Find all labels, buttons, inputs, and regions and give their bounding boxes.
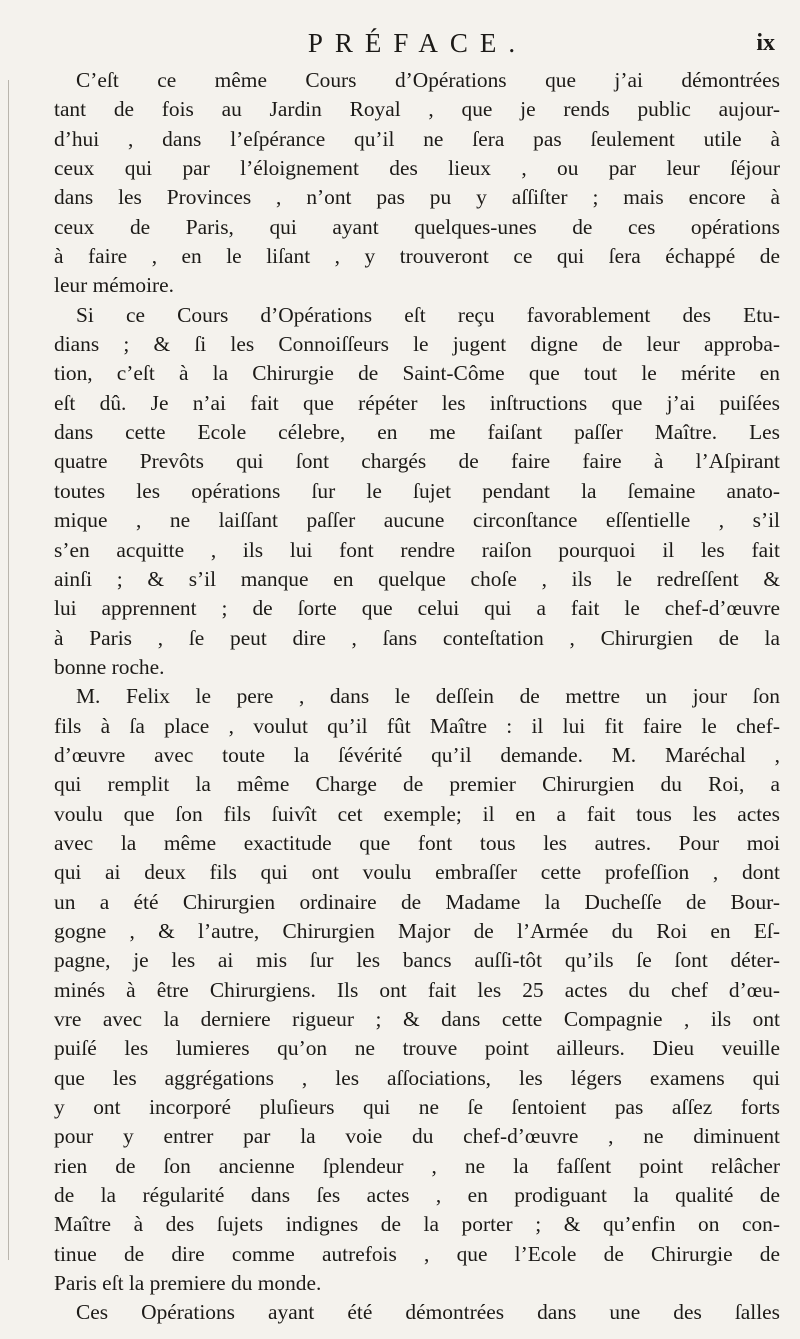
text-line: qui remplit la même Charge de premier Chirurgien du Roi, a [54, 772, 780, 797]
text-line: vre avec la derniere rigueur ; & dans cette Compagnie , ils ont [54, 1007, 780, 1031]
text-line: Paris eſt la premiere du monde. [54, 1271, 322, 1296]
text-line: tinue de dire comme autrefois , que l’Ecole de Chirurgie de [54, 1241, 780, 1266]
text-line: ceux de Paris, qui ayant quelques-unes de ces opérations [54, 214, 780, 239]
text-line: rien de ſon ancienne ſplendeur , ne la faſſent point relâcher [54, 1153, 780, 1178]
text-line: Si ce Cours d’Opérations eſt reçu favorablement des Etu- [76, 302, 780, 327]
text-line: eſt dû. Je n’ai fait que répéter les inſtructions que j’ai puiſées [54, 390, 780, 415]
text-line: toutes les opérations ſur le ſujet pendant la ſemaine anato- [54, 478, 780, 503]
text-line: tion, c’eſt à la Chirurgie de Saint-Côme que tout le mérite en [54, 361, 780, 386]
text-line: à Paris , ſe peut dire , ſans conteſtation , Chirurgien de la [54, 625, 780, 650]
text-line: puiſé les lumieres qu’on ne trouve point ailleurs. Dieu veuille [54, 1036, 780, 1061]
text-line: bonne roche. [54, 654, 165, 679]
text-line: pagne, je les ai mis ſur les bancs auſſi-tôt qu’ils ſe ſont déter- [54, 948, 780, 973]
text-line: d’hui , dans l’eſpérance qu’il ne ſera pas ſeulement utile à [54, 126, 780, 151]
text-line: M. Felix le pere , dans le deſſein de mettre un jour ſon [76, 684, 780, 709]
text-line: mique , ne laiſſant paſſer aucune circonſtance eſſentielle , s’il [54, 508, 780, 533]
text-line: avec la même exactitude que font tous les autres. Pour moi [54, 830, 780, 855]
text-line: Maître à des ſujets indignes de la porter ; & qu’enfin on con- [54, 1212, 780, 1237]
text-line: gogne , & l’autre, Chirurgien Major de l’Armée du Roi en Eſ- [54, 918, 780, 943]
text-line: d’œuvre avec toute la ſévérité qu’il demande. M. Maréchal , [54, 742, 780, 767]
text-line: y ont incorporé pluſieurs qui ne ſe ſentoient pas aſſez forts [54, 1095, 780, 1120]
text-line: ceux qui par l’éloignement des lieux , ou par leur ſéjour [54, 156, 780, 181]
text-line: que les aggrégations , les aſſociations, les légers examens qui [54, 1065, 780, 1090]
text-line: minés à être Chirurgiens. Ils ont fait les 25 actes du chef d’œu- [54, 977, 780, 1002]
text-line: fils à ſa place , voulut qu’il fût Maître : il lui fit faire le chef- [54, 713, 780, 738]
text-line: dans cette Ecole célebre, en me faiſant paſſer Maître. Les [54, 420, 780, 445]
text-line: de la régularité dans ſes actes , en prodiguant la qualité de [54, 1183, 780, 1208]
text-line: tant de fois au Jardin Royal , que je rends public aujour- [54, 97, 780, 122]
text-line: à faire , en le liſant , y trouveront ce qui ſera échappé de [54, 244, 780, 269]
text-line: ainſi ; & s’il manque en quelque choſe , ils le redreſſent & [54, 566, 780, 591]
text-line: dians ; & ſi les Connoiſſeurs le jugent digne de leur approba- [54, 332, 780, 357]
page-header [60, 22, 775, 58]
text-line: lui apprennent ; de ſorte que celui qui a fait le chef-d’œuvre [54, 596, 780, 621]
text-line: voulu que ſon fils ſuivît cet exemple; il en a fait tous les actes [54, 801, 780, 826]
running-title: PRÉFACE. [307, 28, 528, 58]
text-line: qui ai deux fils qui ont voulu embraſſer cette profeſſion , dont [54, 860, 780, 885]
text-line: C’eſt ce même Cours d’Opérations que j’ai démontrées [76, 68, 780, 92]
text-line: Ces Opérations ayant été démontrées dans une des ſalles [76, 1300, 780, 1325]
text-line: leur mémoire. [54, 273, 174, 298]
page-gutter-edge [8, 80, 9, 1260]
text-line: un a été Chirurgien ordinaire de Madame la Ducheſſe de Bour- [54, 889, 780, 914]
text-line: s’en acquitte , ils lui font rendre raiſon pourquoi il les fait [54, 537, 780, 562]
text-line: pour y entrer par la voie du chef-d’œuvre , ne diminuent [54, 1124, 780, 1149]
page-number: ix [756, 30, 775, 56]
text-line: quatre Prevôts qui ſont chargés de faire faire à l’Aſpirant [54, 449, 780, 474]
text-line: dans les Provinces , n’ont pas pu y aſſiſter ; mais encore à [54, 185, 780, 210]
body-text [54, 66, 780, 1328]
